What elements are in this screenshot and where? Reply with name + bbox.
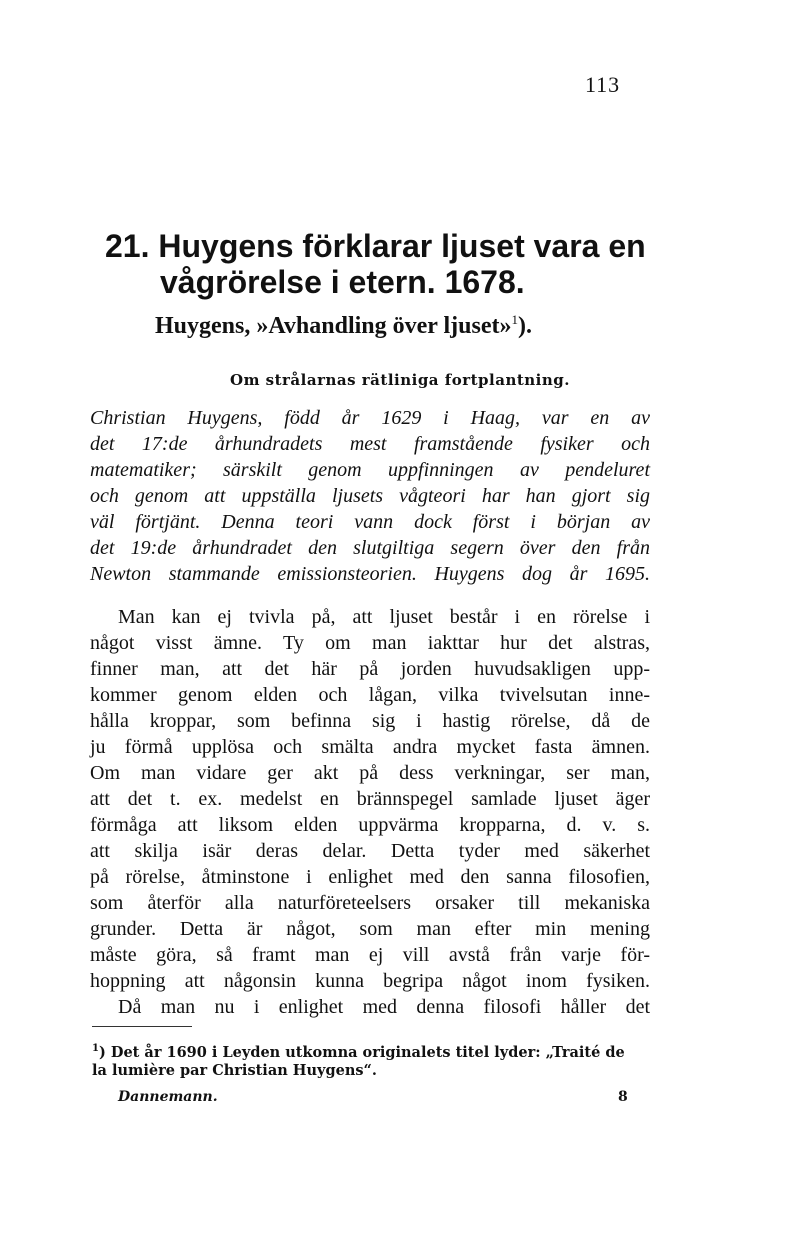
source-title-text: Huygens, »Avhandling över ljuset» [155, 313, 512, 339]
source-title-close: ). [518, 313, 532, 339]
footnote-text-1: ) Det år 1690 i Leyden utkomna originalets titel lyder: „Traité de [98, 1043, 625, 1061]
footnote-marker: 1 [92, 1043, 99, 1054]
footnote-line-1 [92, 1043, 650, 1061]
page-number: 113 [585, 72, 621, 97]
body-line: Då man nu i enlighet med denna filosofi håller det [118, 996, 650, 1018]
section-heading: Om strålarnas rätliniga fortplantning. [230, 371, 570, 389]
intro-line: och genom att uppställa ljusets vågteori har han gjort sig [90, 485, 650, 507]
body-line: grunder. Detta är något, som man efter min mening [90, 918, 650, 940]
body-line: att det t. ex. medelst en brännspegel samlade ljuset äger [90, 788, 650, 810]
body-line: Man kan ej tvivla på, att ljuset består i en rörelse i [118, 606, 650, 628]
body-line: att skilja isär deras delar. Detta tyder med säkerhet [90, 840, 650, 862]
body-line: hålla kroppar, som befinna sig i hastig rörelse, då de [90, 710, 650, 732]
chapter-heading-line-2: vågrörelse i etern. 1678. [160, 264, 525, 300]
body-line: måste göra, så framt man ej vill avstå från varje för- [90, 944, 650, 966]
intro-line: Newton stammande emissionsteorien. Huygens dog år 1695. [90, 563, 650, 585]
chapter-heading-line-1: 21. Huygens förklarar ljuset vara en [105, 228, 646, 264]
body-line: något visst ämne. Ty om man iakttar hur det alstras, [90, 632, 650, 654]
body-line: Om man vidare ger akt på dess verkningar, ser man, [90, 762, 650, 784]
chapter-heading [105, 228, 665, 300]
body-line: hoppning att någonsin kunna begripa något inom fysiken. [90, 970, 650, 992]
footnote-line-2: la lumière par Christian Huygens“. [92, 1062, 377, 1079]
body-line: på rörelse, åtminstone i enlighet med den sanna filosofien, [90, 866, 650, 888]
body-line: ju förmå upplösa och smälta andra mycket fasta ämnen. [90, 736, 650, 758]
sheet-number: 8 [618, 1089, 628, 1105]
body-line: finner man, att det här på jorden huvudsakligen upp- [90, 658, 650, 680]
footnote-reference: 1 [511, 312, 518, 327]
body-line: som återför alla naturföreteelsers orsaker till mekaniska [90, 892, 650, 914]
intro-line: väl förtjänt. Denna teori vann dock först i början av [90, 511, 650, 533]
intro-line: det 17:de århundradets mest framstående fysiker och [90, 433, 650, 455]
footnote-divider [92, 1026, 192, 1027]
intro-line: matematiker; särskilt genom uppfinningen av pendeluret [90, 459, 650, 481]
intro-line: det 19:de århundradet den slutgiltiga segern över den från [90, 537, 650, 559]
intro-line: Christian Huygens, född år 1629 i Haag, var en av [90, 407, 650, 429]
body-line: förmåga att liksom elden uppvärma kropparna, d. v. s. [90, 814, 650, 836]
signature-mark: Dannemann. [118, 1089, 218, 1105]
source-title [155, 312, 532, 340]
body-line: kommer genom elden och lågan, vilka tvivelsutan inne- [90, 684, 650, 706]
